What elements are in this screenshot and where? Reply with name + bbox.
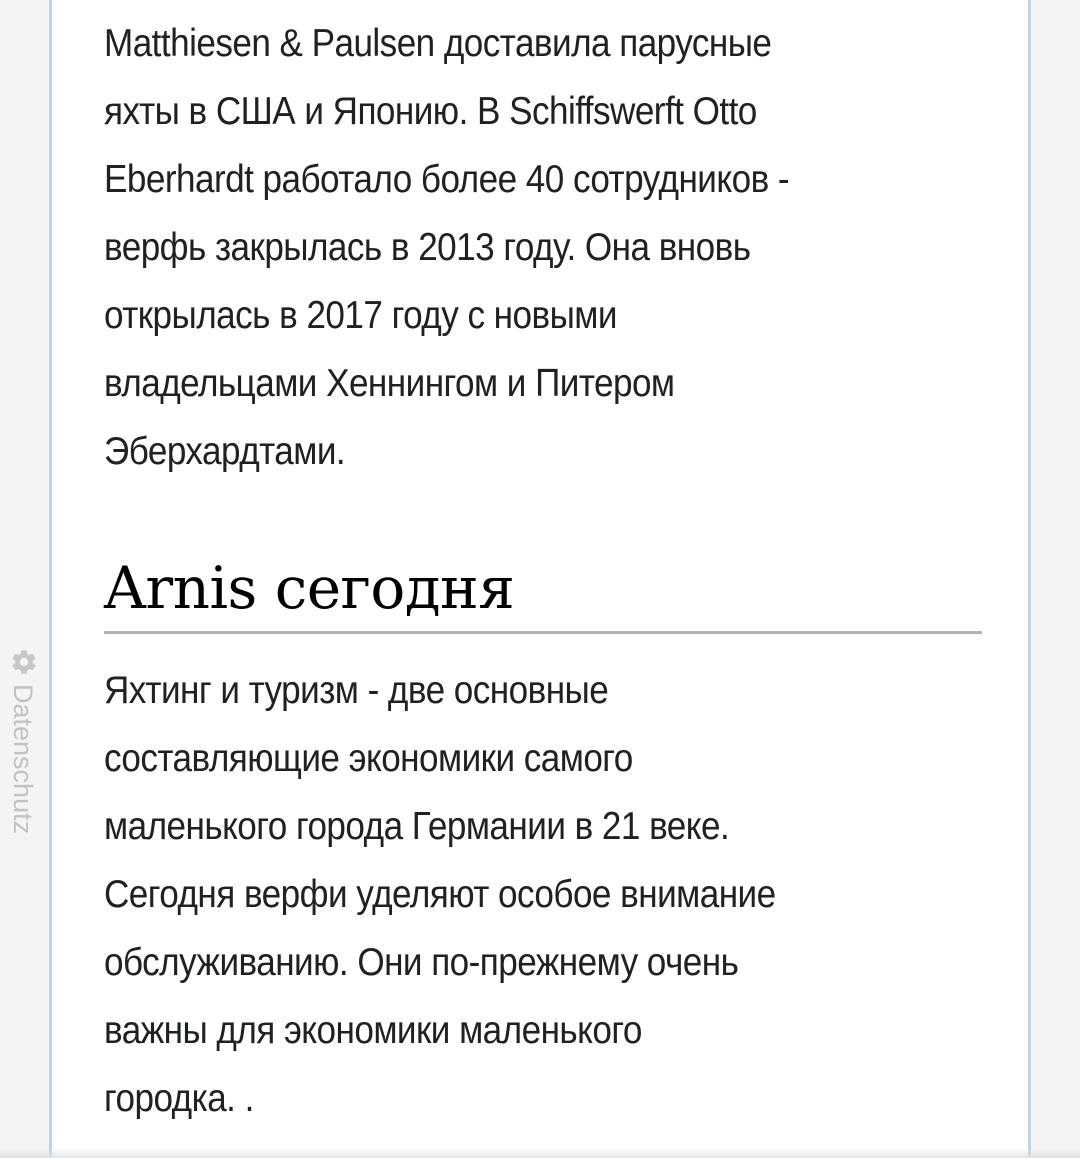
privacy-tab-label: Datenschutz [8, 684, 38, 835]
paragraph-line: Matthiesen & Paulsen доставила парусные [104, 22, 772, 65]
paragraph-shipyard-history [104, 10, 984, 486]
gear-icon [10, 648, 38, 676]
paragraph-line: Сегодня верфи уделяют особое внимание [104, 873, 776, 916]
paragraph-line: Эберхардтами. [104, 430, 346, 473]
paragraph-arnis-today [104, 657, 984, 1133]
paragraph-line: открылась в 2017 году с новыми [104, 294, 617, 337]
paragraph-line: составляющие экономики самого [104, 737, 633, 780]
paragraph-line: маленького города Германии в 21 веке. [104, 805, 730, 848]
section-heading: Arnis сегодня [104, 554, 515, 622]
privacy-settings-tab[interactable] [0, 640, 46, 900]
paragraph-line: Яхтинг и туризм - две основные [104, 669, 609, 712]
paragraph-line: Eberhardt работало более 40 сотрудников - [104, 158, 790, 201]
paragraph-line: обслуживанию. Они по-прежнему очень [104, 941, 739, 984]
heading-divider [104, 631, 982, 634]
paragraph-line: владельцами Хеннингом и Питером [104, 362, 675, 405]
bottom-shadow [0, 1148, 1080, 1158]
paragraph-line: городка. . [104, 1077, 254, 1120]
paragraph-line: яхты в США и Японию. В Schiffswerft Otto [104, 90, 757, 133]
article-content [49, 0, 1031, 1158]
paragraph-line: верфь закрылась в 2013 году. Она вновь [104, 226, 751, 269]
paragraph-line: важны для экономики маленького [104, 1009, 642, 1052]
